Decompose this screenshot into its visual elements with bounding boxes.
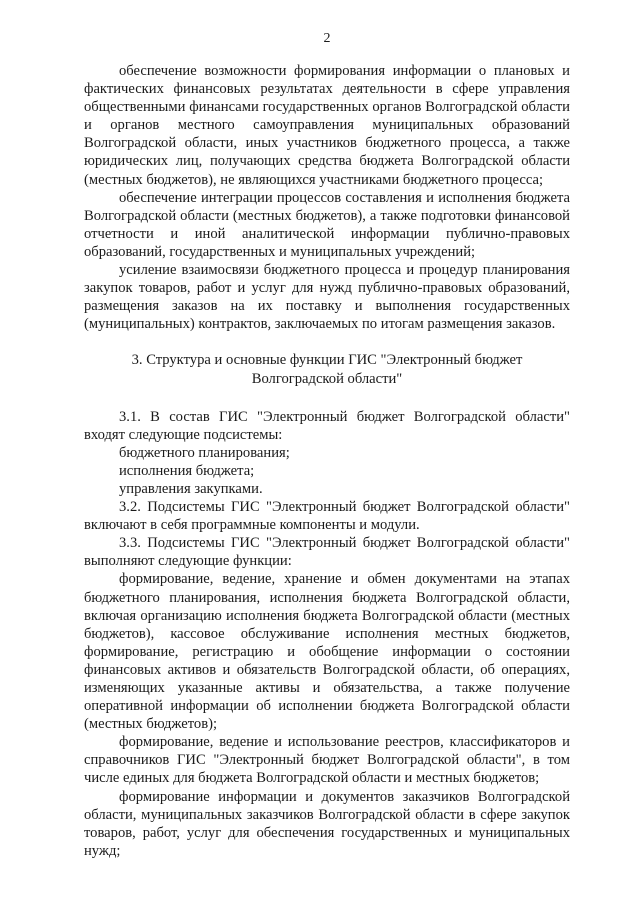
clause-3-3: 3.3. Подсистемы ГИС "Электронный бюджет Волгоградской области" выполняют следующие функции: (84, 535, 570, 570)
document-body (84, 62, 570, 860)
function-item: формирование, ведение и использование реестров, классификаторов и справочников ГИС "Электронный бюджет Волгоградской области", в том числе единых для бюджета Волгоградской области и местных бюджетов; (84, 734, 570, 787)
section-heading: 3. Структура и основные функции ГИС "Электронный бюджет Волгоградской области" (131, 352, 523, 387)
paragraph: усиление взаимосвязи бюджетного процесса и процедур планирования закупок товаров, работ и услуг для нужд публично-правовых образований, размещения заказов на их поставку и выполнения государственных (муниципальных) контрактов, заключаемых по итогам размещения заказов. (84, 262, 570, 333)
clause-3-2: 3.2. Подсистемы ГИС "Электронный бюджет Волгоградской области" включают в себя программные компоненты и модули. (84, 499, 570, 534)
list-item: бюджетного планирования; (119, 444, 290, 461)
page-number: 2 (323, 31, 331, 46)
function-item: формирование, ведение, хранение и обмен документами на этапах бюджетного планирования, исполнения бюджета Волгоградской области, включая организацию исполнения бюджета Волгоградской области (местных бюджетов), кассовое обслуживание исполнения местных бюджетов, формирование, регистрацию и обобщение информации о состоянии финансовых активов и обязательств Волгоградской области, об операциях, изменяющих указанные активы и обязательства, а также получение оперативной информации об исполнении бюджета Волгоградской области (местных бюджетов); (84, 571, 570, 733)
paragraph: обеспечение возможности формирования информации о плановых и фактических финансовых результатах деятельности в сфере управления общественными финансами государственных органов Волгоградской области и органов местного самоуправления муниципальных образований Волгоградской области, иных участников бюджетного процесса, а также юридических лиц, получающих средства бюджета Волгоградской области (местных бюджетов), не являющихся участниками бюджетного процесса; (84, 63, 570, 188)
document-page (84, 0, 570, 905)
list-item: управления закупками. (119, 480, 263, 497)
list-item: исполнения бюджета; (119, 462, 255, 479)
clause-3-1: 3.1. В состав ГИС "Электронный бюджет Волгоградской области" входят следующие подсистемы: (84, 408, 570, 443)
function-item: формирование информации и документов заказчиков Волгоградской области, муниципальных заказчиков Волгоградской области в сфере закупок товаров, работ, услуг для обеспечения государственных и муниципальных нужд; (84, 788, 570, 859)
paragraph: обеспечение интеграции процессов составления и исполнения бюджета Волгоградской области (местных бюджетов), а также подготовки финансовой отчетности и иной аналитической информации публично-правовых образований, государственных и муниципальных учреждений; (84, 189, 570, 260)
